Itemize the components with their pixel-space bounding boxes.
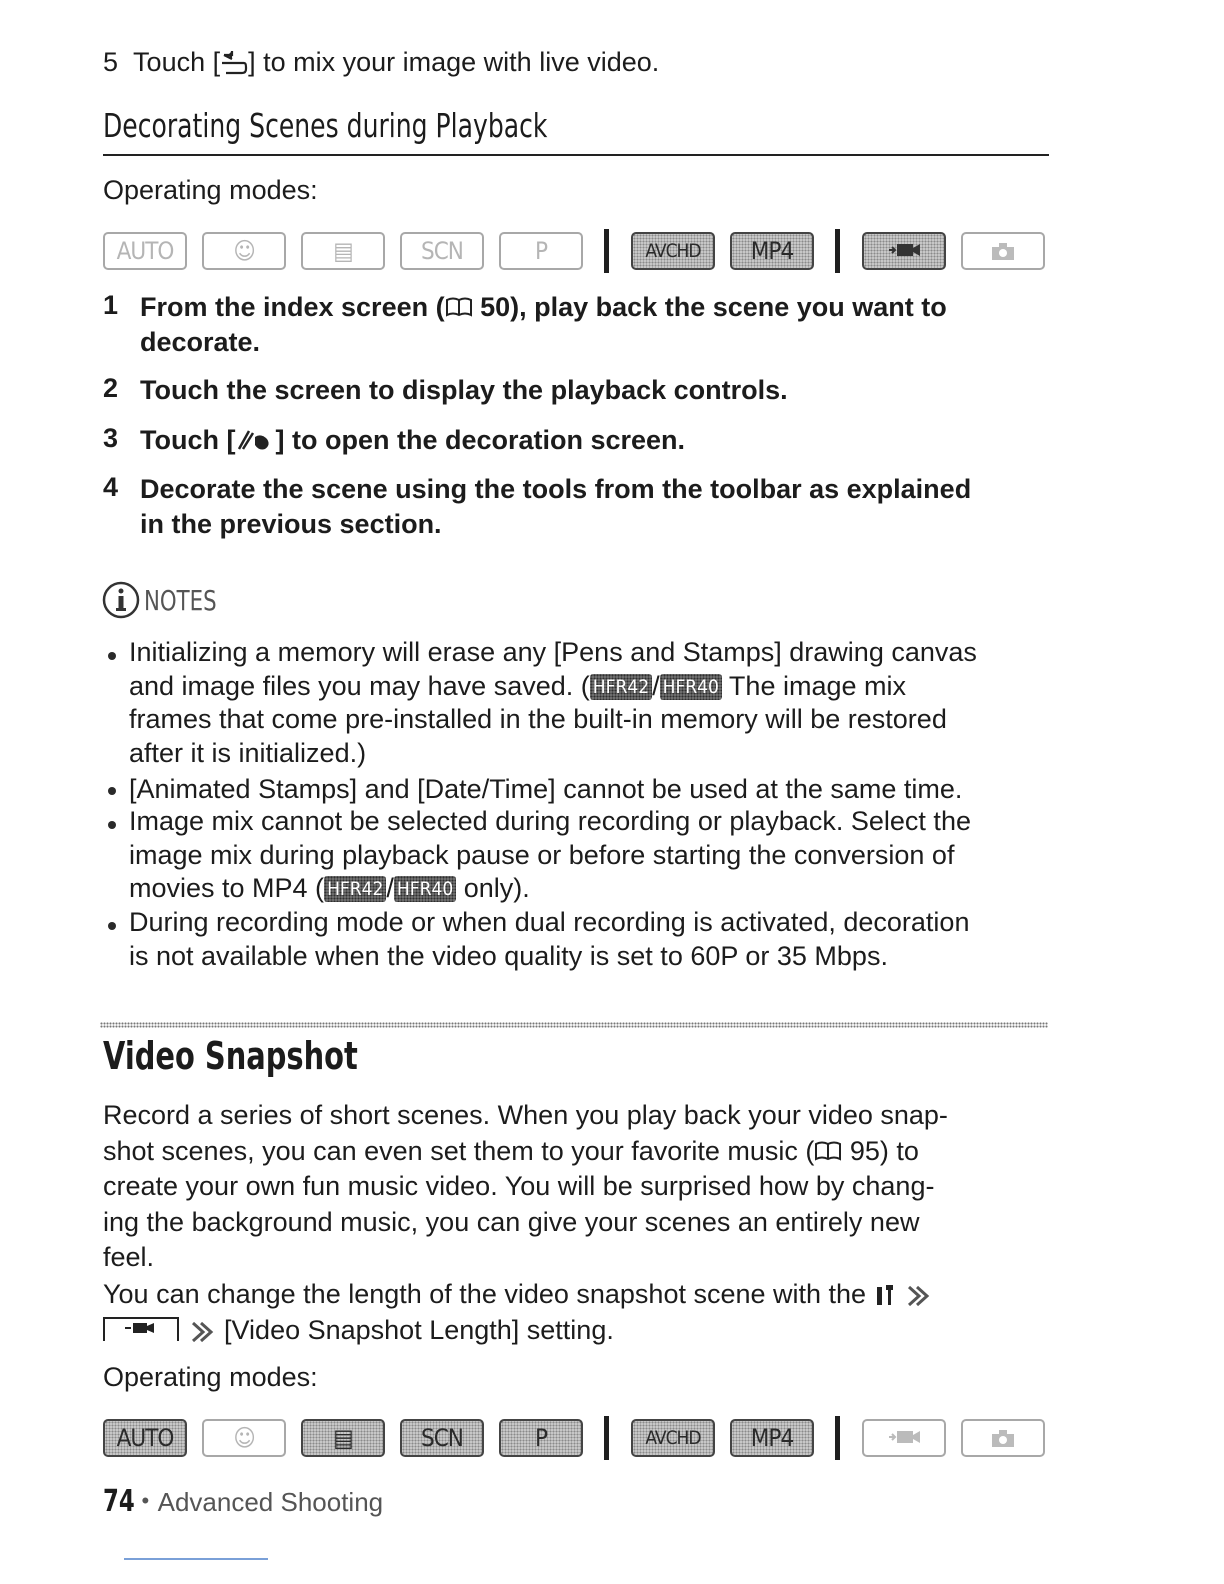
vs-p1-line-1: Record a series of short scenes. When you play back your video snap- xyxy=(103,1100,948,1130)
note-1-line-1: Initializing a memory will erase any [Pens and Stamps] drawing canvas xyxy=(129,637,977,667)
mode-scn: SCN xyxy=(400,1419,484,1457)
note-1-line-4: after it is initialized.) xyxy=(129,737,367,768)
photo-mode-icon xyxy=(988,240,1018,262)
mode-movie xyxy=(862,232,946,270)
section-title-video-snapshot: Video Snapshot xyxy=(103,1034,358,1078)
decoration-icon xyxy=(235,427,275,453)
note-bullet xyxy=(108,821,116,829)
info-icon xyxy=(101,580,141,620)
mode-baby: ☺ xyxy=(202,1419,286,1457)
movie-mode-icon xyxy=(123,1320,157,1338)
mode-cinema: ▤ xyxy=(301,232,385,270)
mode-mp4: MP4 xyxy=(730,232,814,270)
step-4-text-a: Decorate the scene using the tools from the toolbar as explained xyxy=(140,474,972,504)
step-1-text xyxy=(140,290,1040,360)
step-4-text-b: in the previous section. xyxy=(140,509,442,539)
note-3 xyxy=(129,805,971,906)
video-snapshot-paragraph-2 xyxy=(103,1276,933,1348)
vs-p2-line-2: [Video Snapshot Length] setting. xyxy=(224,1315,614,1345)
note-4-line-1: During recording mode or when dual recording is activated, decoration xyxy=(129,907,970,937)
operating-modes-label: Operating modes: xyxy=(103,1362,318,1392)
step-5-pre: Touch [ xyxy=(133,47,221,77)
vs-p1-line-2b: ) to xyxy=(879,1135,919,1166)
step-number: 2 xyxy=(103,373,119,403)
mode-scn: SCN xyxy=(400,232,484,270)
note-bullet xyxy=(108,787,116,795)
step-1-text-c: decorate. xyxy=(140,327,261,357)
vs-p2-line-1: You can change the length of the video snapshot scene with the xyxy=(103,1279,867,1309)
step-1-ref: 50 xyxy=(480,292,511,322)
note-3-line-2: image mix during playback pause or before starting the conversion of xyxy=(129,839,955,870)
mode-separator xyxy=(835,1416,840,1460)
page-footer xyxy=(103,1484,383,1519)
mode-avchd: AVCHD xyxy=(631,1419,715,1457)
mode-separator xyxy=(604,1416,609,1460)
step-3-post: ] to open the decoration screen. xyxy=(275,425,686,455)
note-1-line-2a: and image files you may have saved. ( xyxy=(129,670,590,701)
footer-separator: • xyxy=(141,1488,150,1513)
vs-p1-ref: 95 xyxy=(849,1135,880,1166)
mode-separator xyxy=(835,229,840,273)
movie-mode-icon xyxy=(887,1427,921,1449)
mode-mp4: MP4 xyxy=(730,1419,814,1457)
photo-mode-icon xyxy=(988,1427,1018,1449)
mode-baby: ☺ xyxy=(202,232,286,270)
note-3-line-3a: movies to MP4 ( xyxy=(129,873,325,903)
step-5 xyxy=(103,44,659,80)
model-badge-hfr40: HFR40 xyxy=(660,674,722,700)
mode-strip-decorating xyxy=(103,229,1060,273)
step-3-text xyxy=(140,423,685,458)
step-number: 4 xyxy=(103,472,119,502)
section-divider xyxy=(100,1022,1048,1028)
note-4-line-2: is not available when the video quality is set to 60P or 35 Mbps. xyxy=(129,940,888,971)
mode-avchd: AVCHD xyxy=(631,232,715,270)
mode-auto: AUTO xyxy=(103,232,187,270)
arrow-icon xyxy=(187,1321,217,1343)
mode-auto: AUTO xyxy=(103,1419,187,1457)
vs-p1-line-2a: shot scenes, you can even set them to your favorite music ( xyxy=(103,1135,815,1166)
note-bullet xyxy=(108,652,116,660)
model-badge-hfr42: HFR42 xyxy=(590,674,652,700)
mode-p: P xyxy=(499,1419,583,1457)
note-1 xyxy=(129,636,1059,770)
book-ref-icon xyxy=(814,1140,842,1162)
step-4-text xyxy=(140,472,1060,542)
step-5-post: ] to mix your image with live video. xyxy=(248,47,660,77)
step-2-text: Touch the screen to display the playback controls. xyxy=(140,375,788,405)
settings-icon xyxy=(874,1283,896,1307)
mode-separator xyxy=(604,229,609,273)
mode-photo xyxy=(961,1419,1045,1457)
vs-p1-line-4: ing the background music, you can give your scenes an entirely new xyxy=(103,1206,920,1237)
note-4 xyxy=(129,906,969,973)
mode-strip-video-snapshot xyxy=(103,1416,1060,1460)
mode-cinema: ▤ xyxy=(301,1419,385,1457)
step-number: 1 xyxy=(103,290,119,320)
step-3-pre: Touch [ xyxy=(140,425,236,455)
mode-p: P xyxy=(499,232,583,270)
notes-heading: NOTES xyxy=(144,584,217,617)
model-badge-hfr40: HFR40 xyxy=(394,876,456,902)
note-3-line-1: Image mix cannot be selected during recording or playback. Select the xyxy=(129,806,971,836)
footer-section: Advanced Shooting xyxy=(157,1487,384,1517)
step-1-text-a: From the index screen ( xyxy=(140,292,445,322)
book-ref-icon xyxy=(445,296,473,318)
section-title-decorating: Decorating Scenes during Playback xyxy=(103,106,548,145)
note-1-line-2b: The image mix xyxy=(721,670,906,701)
mode-photo xyxy=(961,232,1045,270)
video-snapshot-menu-icon xyxy=(103,1317,179,1341)
note-2: [Animated Stamps] and [Date/Time] cannot be used at the same time. xyxy=(129,774,963,804)
movie-mode-icon xyxy=(887,240,921,262)
operating-modes-label: Operating modes: xyxy=(103,175,318,205)
note-3-line-3b: only). xyxy=(456,873,530,903)
arrow-icon xyxy=(903,1285,933,1307)
step-5-number: 5 xyxy=(103,47,119,77)
model-badge-hfr42: HFR42 xyxy=(324,876,386,902)
note-1-line-3: frames that come pre-installed in the built-in memory will be restored xyxy=(129,704,947,734)
badge-slash: / xyxy=(652,670,660,701)
badge-slash: / xyxy=(386,873,394,903)
mode-movie xyxy=(862,1419,946,1457)
footer-underline xyxy=(124,1558,268,1560)
step-number: 3 xyxy=(103,423,119,453)
vs-p1-line-5: feel. xyxy=(103,1242,155,1272)
page-number: 74 xyxy=(103,1484,135,1519)
step-1-text-b: ), play back the scene you want to xyxy=(510,292,947,322)
image-mix-icon xyxy=(220,51,248,75)
vs-p1-line-3: create your own fun music video. You will be surprised how by chang- xyxy=(103,1171,935,1201)
note-bullet xyxy=(108,922,116,930)
section-title-rule xyxy=(103,154,1049,156)
video-snapshot-paragraph-1 xyxy=(103,1098,948,1276)
